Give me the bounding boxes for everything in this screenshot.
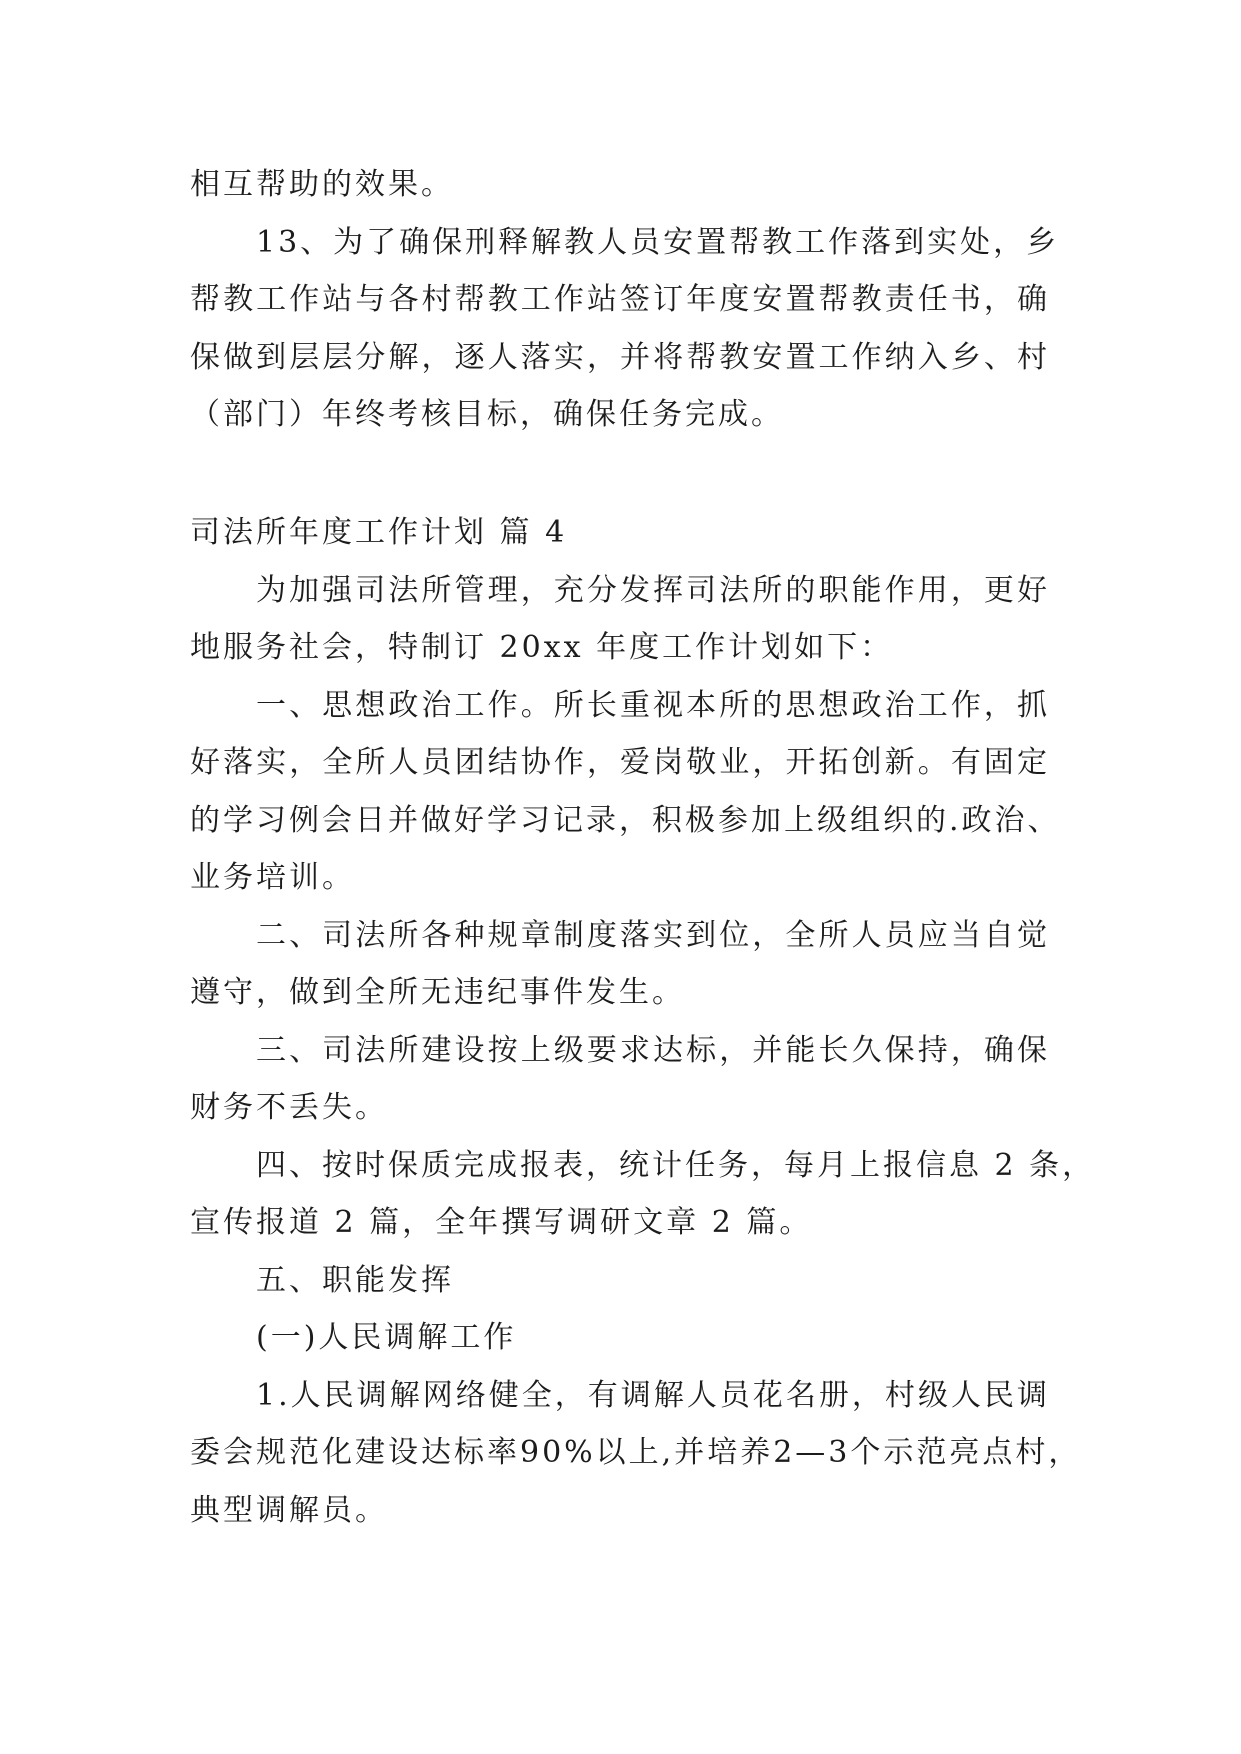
paragraph [190,1252,1050,1310]
section-heading: 司法所年度工作计划 篇 4 [190,515,568,550]
paragraph [190,1367,1082,1540]
paragraph [190,677,1061,907]
paragraph [190,907,1050,1022]
document-body [190,156,1096,1539]
paragraph [190,1309,1050,1367]
paragraph-line: 帮教工作站与各村帮教工作站签订年度安置帮教责任书，确 [190,282,1050,317]
paragraph-line: 相互帮助的效果。 [190,167,454,202]
paragraph-line: 典型调解员。 [190,1492,388,1528]
paragraph-line: 为加强司法所管理，充分发挥司法所的职能作用，更好 [256,572,1050,608]
paragraph-line: 地服务社会，特制订 20xx 年度工作计划如下： [190,630,894,665]
paragraph-line: 保做到层层分解，逐人落实，并将帮教安置工作纳入乡、村 [190,339,1050,375]
paragraph-line: 三、司法所建设按上级要求达标，并能长久保持，确保 [256,1032,1050,1068]
paragraph-line: 宣传报道 2 篇，全年撰写调研文章 2 篇。 [190,1205,813,1240]
paragraph-line: 委会规范化建设达标率90%以上,并培养2—3个示范亮点村， [190,1435,1082,1470]
paragraph-line: 二、司法所各种规章制度落实到位，全所人员应当自觉 [256,917,1050,953]
subheading: 五、职能发挥 [256,1262,454,1298]
paragraph-line: （部门）年终考核目标，确保任务完成。 [190,397,784,432]
blank-line [190,444,1050,502]
paragraph [190,562,1050,677]
paragraph [190,214,1060,444]
paragraph-line: 四、按时保质完成报表，统计任务，每月上报信息 2 条， [256,1147,1096,1183]
paragraph [190,1137,1096,1252]
paragraph-line: 一、思想政治工作。所长重视本所的思想政治工作，抓 [256,687,1050,723]
paragraph-line: 遵守，做到全所无违纪事件发生。 [190,975,685,1010]
subheading: (一)人民调解工作 [256,1320,517,1355]
paragraph-line: 财务不丢失。 [190,1090,388,1125]
paragraph [190,1022,1050,1137]
paragraph-line: 好落实，全所人员团结协作，爱岗敬业，开拓创新。有固定 [190,745,1050,780]
paragraph-line: 13、为了确保刑释解教人员安置帮教工作落到实处，乡 [256,224,1060,260]
paragraph-line: 业务培训。 [190,860,355,895]
paragraph-line: 1.人民调解网络健全，有调解人员花名册，村级人民调 [256,1377,1050,1413]
paragraph [190,156,1050,214]
paragraph-line: 的学习例会日并做好学习记录，积极参加上级组织的.政治、 [190,802,1061,838]
